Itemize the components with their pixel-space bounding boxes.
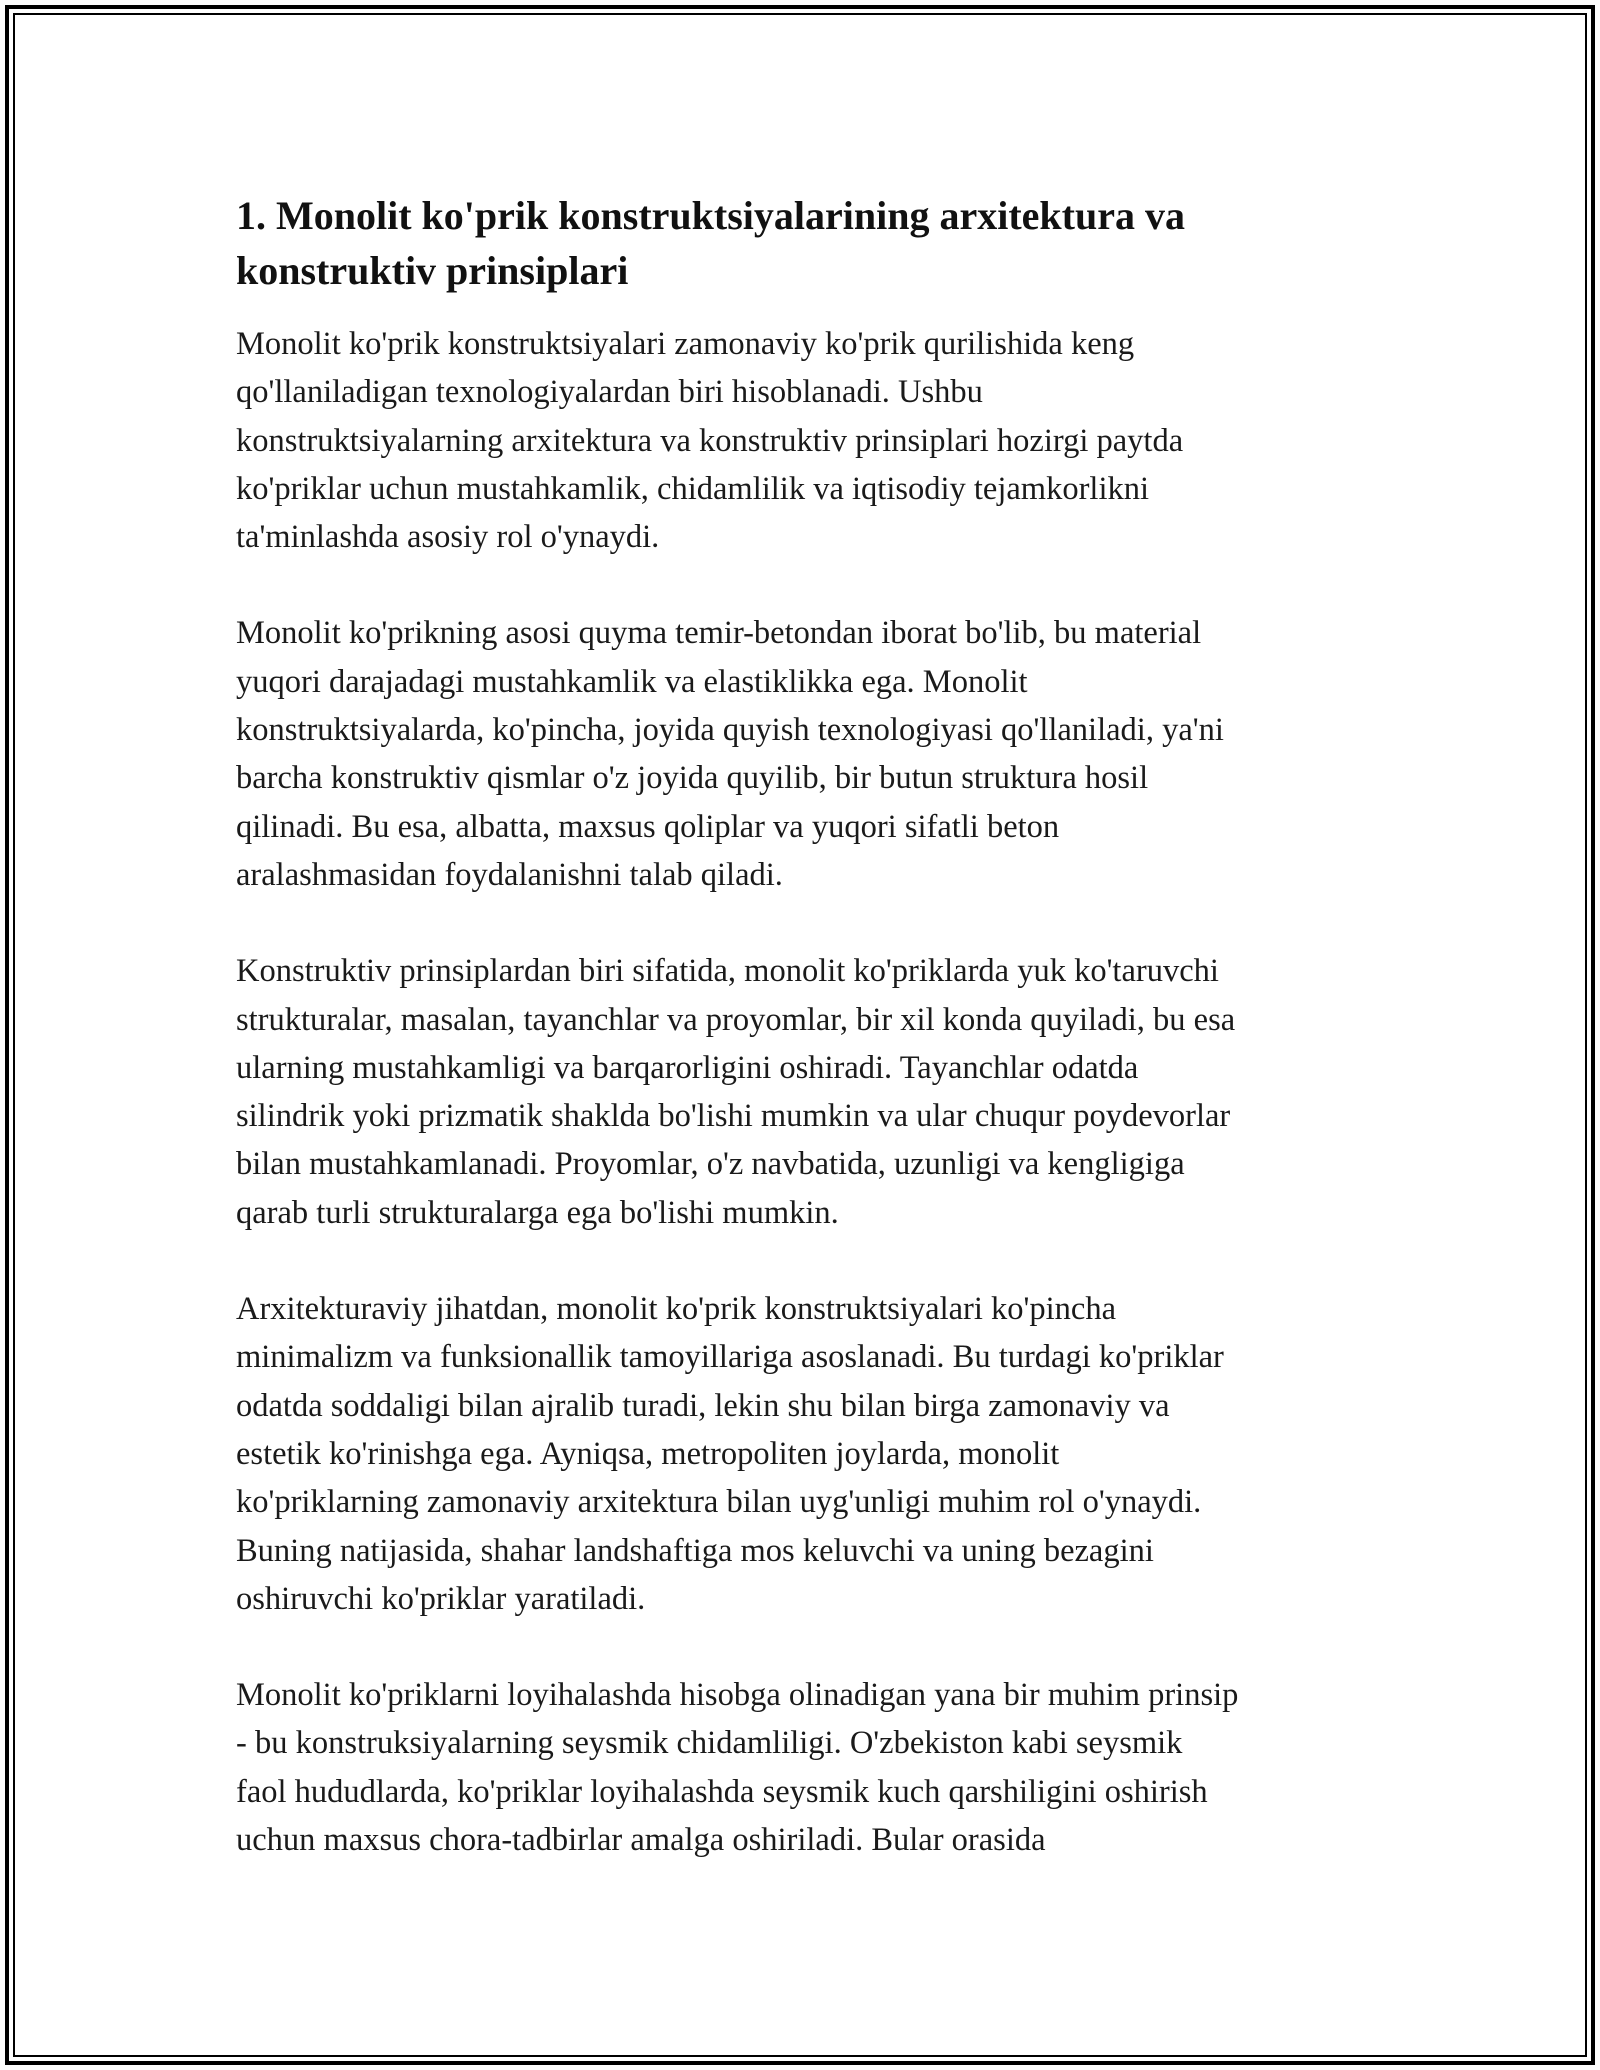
text-line: qo'llaniladigan texnologiyalardan biri hisoblanadi. Ushbu bbox=[236, 374, 983, 411]
paragraph-5 bbox=[236, 1671, 1376, 1864]
text-line: ularning mustahkamligi va barqarorligini oshiradi. Tayanchlar odatda bbox=[236, 1049, 1139, 1086]
text-line: konstruktsiyalarning arxitektura va konstruktiv prinsiplari hozirgi paytda bbox=[236, 422, 1184, 459]
text-line: yuqori darajadagi mustahkamlik va elastiklikka ega. Monolit bbox=[236, 663, 1028, 700]
text-line: faol hududlarda, ko'priklar loyihalashda seysmik kuch qarshiligini oshirish bbox=[236, 1773, 1208, 1810]
paragraph-2 bbox=[236, 609, 1376, 899]
text-line: Arxitekturaviy jihatdan, monolit ko'prik konstruktsiyalari ko'pincha bbox=[236, 1291, 1117, 1328]
text-line: ko'priklar uchun mustahkamlik, chidamlilik va iqtisodiy tejamkorlikni bbox=[236, 470, 1149, 507]
text-line: Monolit ko'prikning asosi quyma temir-betondan iborat bo'lib, bu material bbox=[236, 615, 1202, 652]
text-line: Monolit ko'prik konstruktsiyalari zamonaviy ko'prik qurilishida keng bbox=[236, 326, 1135, 362]
document-body bbox=[236, 188, 1376, 1864]
text-line: Buning natijasida, shahar landshaftiga mos keluvchi va uning bezagini bbox=[236, 1532, 1154, 1569]
text-line: uchun maxsus chora-tadbirlar amalga oshiriladi. Bular orasida bbox=[236, 1822, 1046, 1859]
text-line: minimalizm va funksionallik tamoyillariga asoslanadi. Bu turdagi ko'priklar bbox=[236, 1339, 1224, 1376]
heading-line: konstruktiv prinsiplari bbox=[236, 248, 629, 293]
paragraph-1 bbox=[236, 320, 1376, 561]
text-line: konstruktsiyalarda, ko'pincha, joyida quyish texnologiyasi qo'llaniladi, ya'ni bbox=[236, 712, 1224, 749]
text-line: oshiruvchi ko'priklar yaratiladi. bbox=[236, 1580, 646, 1617]
section-heading bbox=[236, 188, 1376, 298]
paragraph-3 bbox=[236, 947, 1376, 1237]
text-line: barcha konstruktiv qismlar o'z joyida quyilib, bir butun struktura hosil bbox=[236, 760, 1149, 797]
heading-line: 1. Monolit ko'prik konstruktsiyalarining arxitektura va bbox=[236, 193, 1185, 238]
text-line: odatda soddaligi bilan ajralib turadi, lekin shu bilan birga zamonaviy va bbox=[236, 1387, 1170, 1424]
text-line: bilan mustahkamlanadi. Proyomlar, o'z navbatida, uzunligi va kengligiga bbox=[236, 1146, 1185, 1183]
text-line: qarab turli strukturalarga ega bo'lishi mumkin. bbox=[236, 1194, 839, 1231]
text-line: ta'minlashda asosiy rol o'ynaydi. bbox=[236, 519, 660, 556]
text-line: Konstruktiv prinsiplardan biri sifatida, monolit ko'priklarda yuk ko'taruvchi bbox=[236, 953, 1219, 990]
text-line: qilinadi. Bu esa, albatta, maxsus qoliplar va yuqori sifatli beton bbox=[236, 808, 1060, 845]
text-line: aralashmasidan foydalanishni talab qiladi. bbox=[236, 856, 783, 893]
text-line: strukturalar, masalan, tayanchlar va proyomlar, bir xil konda quyiladi, bu esa bbox=[236, 1001, 1236, 1038]
text-line: Monolit ko'priklarni loyihalashda hisobga olinadigan yana bir muhim prinsip bbox=[236, 1677, 1239, 1714]
text-line: estetik ko'rinishga ega. Ayniqsa, metropoliten joylarda, monolit bbox=[236, 1435, 1060, 1472]
text-line: ko'priklarning zamonaviy arxitektura bilan uyg'unligi muhim rol o'ynaydi. bbox=[236, 1484, 1202, 1521]
text-line: silindrik yoki prizmatik shaklda bo'lishi mumkin va ular chuqur poydevorlar bbox=[236, 1098, 1231, 1135]
paragraph-4 bbox=[236, 1285, 1376, 1623]
text-line: - bu konstruksiyalarning seysmik chidamliligi. O'zbekiston kabi seysmik bbox=[236, 1725, 1183, 1762]
